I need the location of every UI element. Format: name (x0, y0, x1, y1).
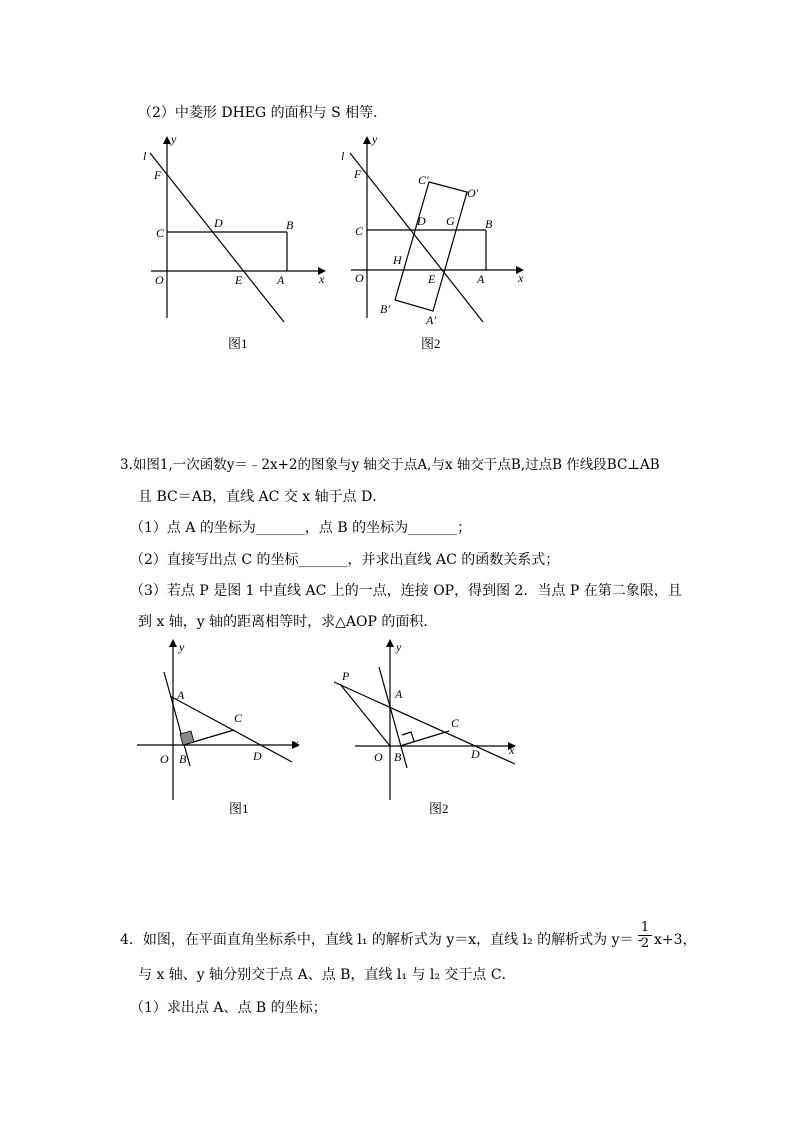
q2-part2-text: （2）中菱形 DHEG 的面积与 S 相等． (138, 105, 388, 121)
label-y: y (396, 640, 402, 654)
q2-figure-2 (335, 130, 535, 350)
label-a: A (395, 687, 403, 701)
label-b: B (179, 752, 187, 766)
label-g: G (446, 214, 455, 228)
label-c: C (234, 711, 243, 725)
label-y: y (171, 132, 177, 146)
q3-figure-2 (325, 635, 525, 825)
label-y: y (372, 132, 378, 146)
fraction-denominator: 2 (640, 936, 650, 951)
figure-caption: 图2 (429, 801, 449, 816)
q4-statement-line-2: 与 x 轴、y 轴分别交于点 A、点 B，直线 l₁ 与 l₂ 交于点 C． (138, 967, 516, 983)
label-b-prime: B′ (380, 302, 390, 316)
label-o: O (155, 273, 164, 287)
label-p: P (342, 669, 350, 683)
q2-figure-1 (135, 130, 335, 350)
label-c-prime: C′ (418, 173, 429, 187)
label-a: A (277, 273, 285, 287)
line-l (350, 153, 483, 322)
right-angle-marker (180, 731, 194, 745)
q4-statement-line-1-start: 4．如图，在平面直角坐标系中，直线 l₁ 的解析式为 y＝x，直线 l₂ 的解析式为 y＝ - (120, 932, 643, 948)
fraction-numerator: 1 (640, 920, 650, 935)
label-o-prime: O′ (467, 186, 479, 200)
label-x: x (293, 736, 299, 750)
label-d: D (214, 216, 223, 230)
q3-part-2: （2）直接写出点 C 的坐标_______，并求出直线 AC 的函数关系式； (130, 552, 560, 568)
figure-caption: 图2 (421, 336, 441, 351)
y-axis-arrow (163, 136, 171, 144)
label-f: F (154, 168, 162, 182)
right-angle-marker (402, 732, 414, 741)
label-a: A (477, 272, 485, 286)
label-o: O (160, 752, 169, 766)
q3-part-3-line-1: （3）若点 P 是图 1 中直线 AC 上的一点，连接 OP，得到图 2．当点 P 在第二象限，且 (130, 583, 682, 599)
label-h: H (393, 253, 402, 267)
y-axis-arrow (363, 136, 371, 144)
rotated-rectangle (395, 182, 467, 311)
label-x: x (509, 743, 515, 757)
y-axis-arrow (169, 639, 177, 647)
q4-part-1: （1）求出点 A、点 B 的坐标； (130, 1000, 327, 1016)
label-f: F (354, 167, 362, 181)
q3-statement-line-1: 3.如图1,一次函数y＝﹣2x+2的图象与y 轴交于点A,与x 轴交于点B,过点B 作线段BC⊥AB (120, 457, 660, 473)
label-x: x (319, 272, 325, 286)
label-o: O (355, 271, 364, 285)
line-ab (379, 667, 407, 768)
label-e: E (235, 273, 243, 287)
label-y: y (179, 640, 185, 654)
label-x: x (518, 271, 524, 285)
figure-caption: 图1 (228, 336, 248, 351)
y-axis-arrow (386, 639, 394, 647)
label-d: D (253, 749, 262, 763)
label-b: B (485, 217, 493, 231)
label-b: B (286, 218, 294, 232)
label-l: l (341, 149, 345, 163)
label-c: C (355, 224, 364, 238)
line-l (150, 153, 284, 322)
label-a: A (177, 688, 185, 702)
label-b: B (394, 750, 402, 764)
label-a-prime: A′ (426, 313, 436, 327)
q3-figure-1 (130, 635, 310, 825)
figure-caption: 图1 (229, 801, 249, 816)
line-ac (334, 682, 515, 764)
label-l: l (143, 149, 147, 163)
label-d: D (417, 214, 426, 228)
q3-part-1: （1）点 A 的坐标为_______，点 B 的坐标为_______； (130, 520, 472, 536)
label-c: C (156, 226, 165, 240)
label-o: O (374, 750, 383, 764)
q3-statement-line-2: 且 BC＝AB，直线 AC 交 x 轴于点 D． (138, 489, 387, 505)
label-d: D (471, 747, 480, 761)
line-ac (170, 696, 292, 762)
segment-op (340, 684, 390, 746)
label-c: C (451, 716, 460, 730)
q4-statement-line-1-end: x+3， (654, 932, 697, 948)
q3-part-3-line-2: 到 x 轴，y 轴的距离相等时，求△AOP 的面积． (138, 614, 438, 630)
q4-fraction (638, 920, 652, 951)
label-e: E (428, 272, 436, 286)
